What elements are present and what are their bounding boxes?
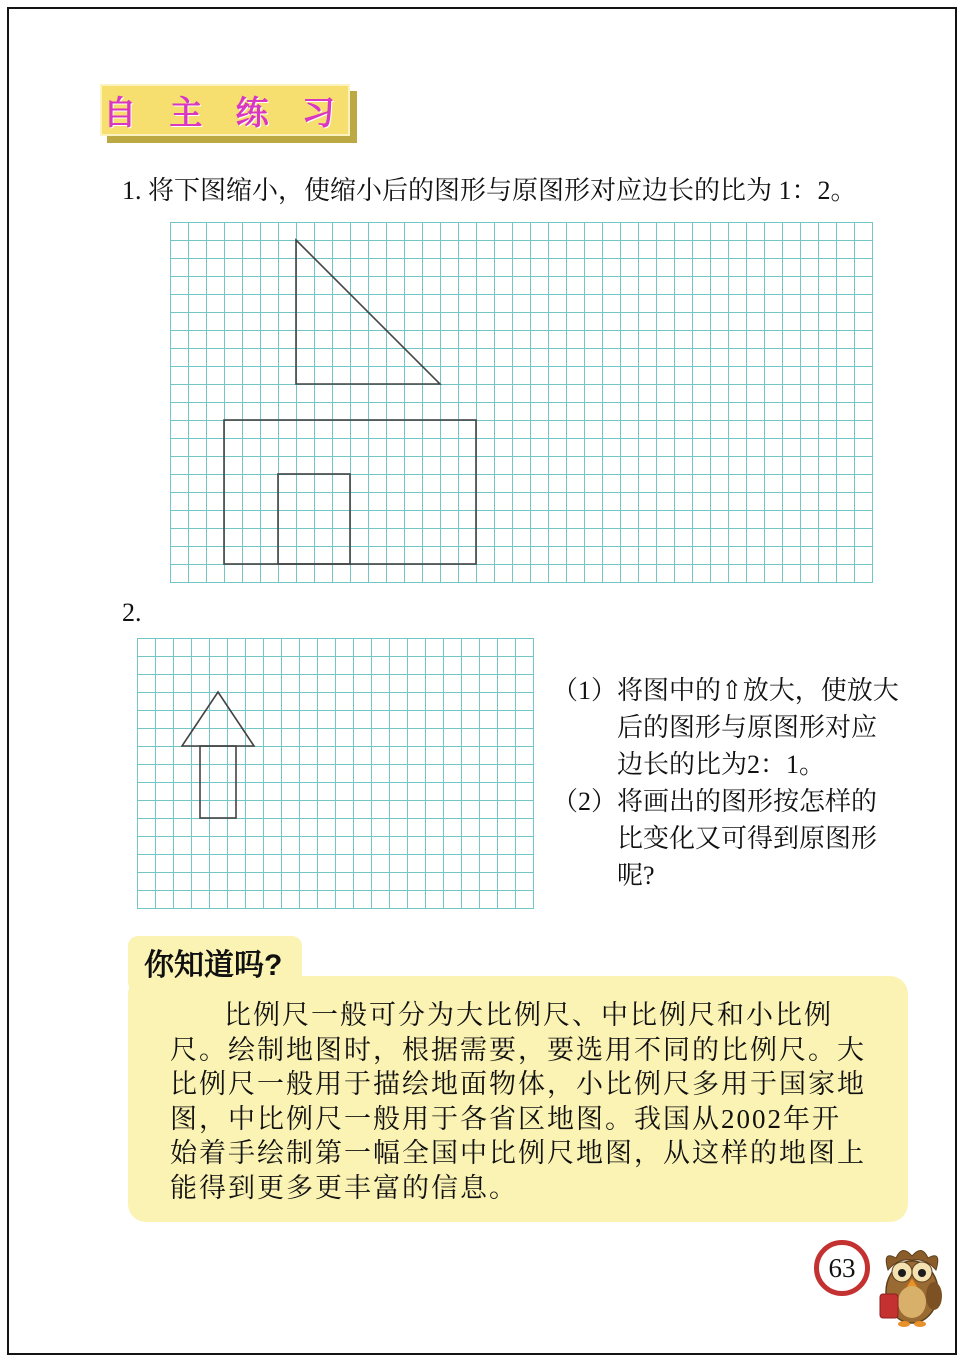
arrow-stem-figure	[200, 746, 236, 818]
owl-mascot-icon	[874, 1232, 948, 1328]
question-2-number: 2.	[122, 598, 142, 627]
item-2-text: 将画出的图形按怎样的比变化又可得到原图形呢?	[617, 787, 878, 890]
grid-2	[137, 638, 534, 909]
grid-1-figures	[170, 222, 873, 583]
arrow-head-figure	[182, 692, 254, 746]
know-box-title: 你知道吗?	[128, 936, 302, 992]
question-1-text: 1. 将下图缩小，使缩小后的图形与原图形对应边长的比为 1：2。	[122, 176, 857, 205]
grid-1	[170, 222, 873, 583]
question-2-item-2	[552, 783, 900, 894]
item-1-text: 将图中的⇧放大，使放大后的图形与原图形对应边长的比为2：1。	[617, 676, 899, 779]
triangle-figure	[296, 240, 440, 384]
inner-rectangle-figure	[278, 474, 350, 564]
page-number: 63	[828, 1252, 856, 1283]
grid-2-figures	[137, 638, 534, 909]
question-2-item-1	[552, 672, 900, 783]
question-2-subitems	[552, 672, 900, 894]
page-number-badge	[814, 1240, 870, 1296]
know-box	[128, 976, 908, 1222]
item-1-label: （1）	[552, 676, 618, 705]
section-header-label: 自 主 练 习	[103, 93, 347, 131]
know-box-paragraph: 比例尺一般可分为大比例尺、中比例尺和小比例尺。绘制地图时，根据需要，要选用不同的比例尺。大比例尺一般用于描绘地面物体，小比例尺多用于国家地图，中比例尺一般用于各省区地图。我国从2002年开始着手绘制第一幅全国中比例尺地图，从这样的地图上能得到更多更丰富的信息。	[170, 1000, 866, 1203]
item-2-label: （2）	[552, 787, 618, 816]
section-header-badge	[100, 84, 350, 136]
